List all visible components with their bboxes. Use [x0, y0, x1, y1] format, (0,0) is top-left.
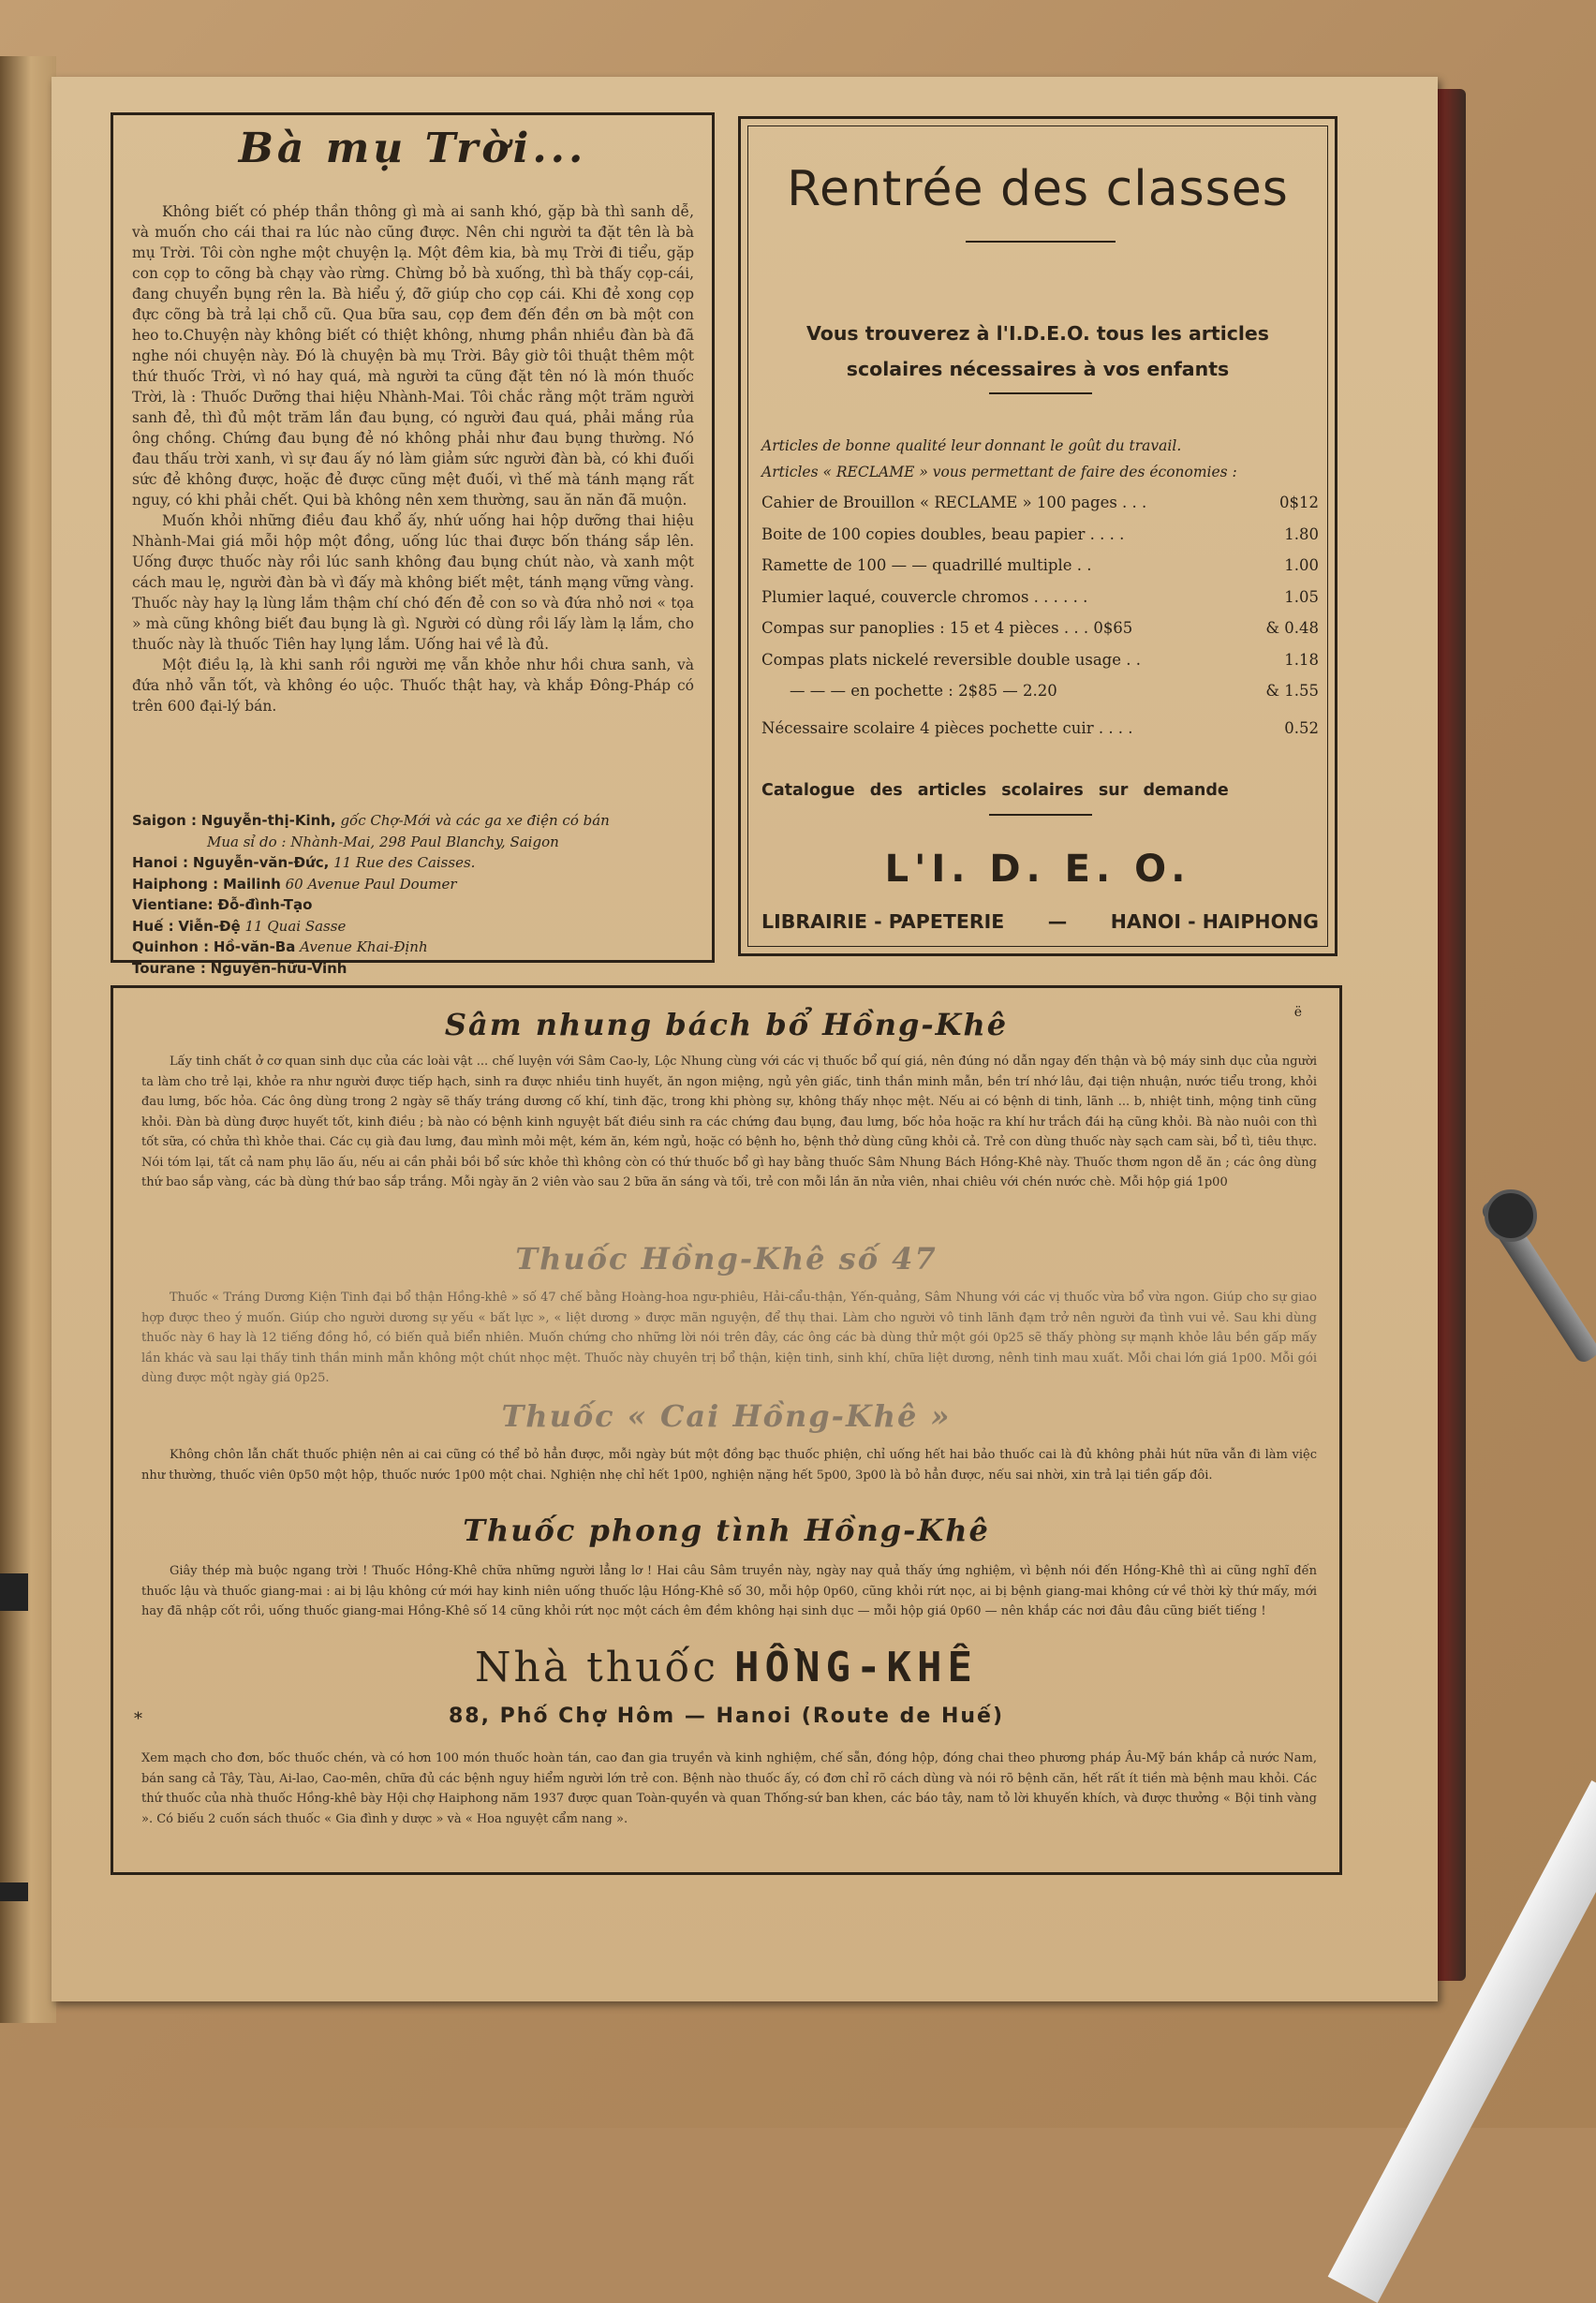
- agent-name: Đỗ-đình-Tạo: [217, 896, 313, 913]
- agent-name: Mailinh: [222, 875, 281, 893]
- item-price: 0.52: [1284, 718, 1319, 737]
- price-item: [761, 556, 1319, 588]
- agent-city: Quinhon :: [132, 938, 210, 955]
- article-body: [132, 201, 694, 716]
- price-item: [761, 619, 1319, 651]
- ad-lead: Vous trouverez à l'I.D.E.O. tous les articles scolaires nécessaires à vos enfants: [805, 322, 1270, 380]
- item-price: 1.80: [1284, 524, 1319, 543]
- sam-nhung-text: [141, 1052, 1317, 1193]
- price-item: [761, 525, 1319, 557]
- item-price: 0$12: [1279, 494, 1319, 511]
- item-label: Boite de 100 copies doubles, beau papier . . . .: [761, 524, 1125, 543]
- agent-address: Mua sỉ do : Nhành-Mai, 298 Paul Blanchy, Saigon: [207, 833, 559, 850]
- agent-address: 11 Quai Sasse: [244, 917, 347, 935]
- agent-name: Viễn-Đệ: [178, 917, 241, 935]
- price-item: [761, 494, 1319, 525]
- agent-address: 60 Avenue Paul Doumer: [285, 875, 457, 893]
- item-label: — — — en pochette : 2$85 — 2.20: [790, 682, 1057, 700]
- page-edge-mark: [0, 1573, 28, 1611]
- agent-address: Avenue Khai-Định: [300, 938, 428, 955]
- agent-city: Huế :: [132, 917, 174, 935]
- item-label: Nécessaire scolaire 4 pièces pochette cuir . . . .: [761, 718, 1133, 737]
- page-edge-mark: [0, 1882, 28, 1901]
- pharmacy-address: 88, Phố Chợ Hôm — Hanoi (Route de Huế): [448, 1705, 1005, 1728]
- price-item: [761, 588, 1319, 620]
- heading-phong-tinh: Thuốc phong tình Hồng-Khê: [463, 1513, 990, 1548]
- cai-text: [141, 1445, 1317, 1485]
- newspaper-page: [52, 77, 1438, 2001]
- article-title: Bà mụ Trời...: [238, 125, 587, 172]
- agent-city: Vientiane:: [132, 896, 214, 913]
- agent-row: [132, 852, 703, 874]
- pharmacy-name: [113, 1644, 1339, 1691]
- pharmacy-brand: HỒNG-KHÊ: [734, 1644, 978, 1691]
- intro-line: Articles de bonne qualité leur donnant le goût du travail.: [761, 437, 1182, 454]
- divider: [966, 241, 1116, 243]
- agent-row: [132, 894, 703, 916]
- divider: [989, 392, 1092, 394]
- footer-dash: —: [1047, 910, 1068, 933]
- item-label: Ramette de 100 — — quadrillé multiple . .: [761, 556, 1092, 574]
- ideo-footer: [761, 910, 1319, 933]
- article-paragraph: Không biết có phép thần thông gì mà ai sanh khó, gặp bà thì sanh dễ, và muốn cho cái thai ra lúc nào cũng được. Nên chi người ta đặt tên là bà mụ Trời. Tôi còn nghe một chuyện lạ. Một đêm kia, bà mụ Trời đi tiểu, gặp con cọp to cõng bà chạy vào rừng. Chừng bỏ bà xuống, thì bà thấy cọp-cái, đang chuyển bụng rên la. Bà hiểu ý, đỡ giúp cho cọp cái. Khi đẻ xong cọp đực cõng bà trả lại chỗ cũ. Qua bữa sau, cọp đem đến đền ơn bà một con heo to.Chuyện này không biết có thiệt không, nhưng phần nhiều đàn bà đã nghe nói chuyện này. Đó là chuyện bà mụ Trời. Bây giờ tôi thuật thêm một thứ thuốc Trời, vì nó hay quá, mà người ta cũng đặt tên nó là món thuốc Trời, là : Thuốc Dưỡng thai hiệu Nhành-Mai. Tôi chắc rằng một trăm người sanh đẻ, thì đủ một trăm lần đau bụng, có người đau quá, phải mắng rủa ông chồng. Chứng đau bụng đẻ nó không phải như đau bụng thường. Nó đau thấu trời xanh, vì sự đau ấy nó làm giảm sức người đàn bà, có khi đuối sức đẻ không được, hoặc đẻ được cũng mệt đuối, vì thế mà tánh mạng rất nguy, có khi phải chết. Qui bà không nên xem thường, sau ăn năn đã muộn.: [132, 203, 694, 509]
- divider: [989, 814, 1092, 816]
- agent-row: [132, 874, 703, 895]
- article-paragraph: Một điều lạ, là khi sanh rồi người mẹ vẫn khỏe như hồi chưa sanh, và đứa nhỏ vẫn tốt, và không éo uộc. Thuốc thật hay, và khắp Đông-Pháp có trên 600 đại-lý bán.: [132, 657, 694, 715]
- item-label: Compas plats nickelé reversible double usage . .: [761, 650, 1141, 669]
- agent-city: Hanoi :: [132, 854, 189, 871]
- heading-sam-nhung: Sâm nhung bách bổ Hồng-Khê: [444, 1007, 1009, 1042]
- agent-list: [132, 810, 703, 979]
- agent-row: [132, 810, 703, 832]
- price-item: [761, 651, 1319, 683]
- agent-city: Saigon :: [132, 812, 198, 829]
- pen-cap: [1485, 1189, 1537, 1242]
- rentree-des-classes-ad: [738, 116, 1337, 956]
- item-label: Cahier de Brouillon « RECLAME » 100 pages . . .: [761, 494, 1147, 511]
- agent-address: gốc Chợ-Mới và các ga xe điện có bán: [340, 812, 610, 829]
- so-47-text: [141, 1288, 1317, 1389]
- phong-tinh-text: [141, 1561, 1317, 1622]
- paragraph: Thuốc « Tráng Dương Kiện Tinh đại bổ thận Hồng-khê » số 47 chế bằng Hoàng-hoa ngư-phiêu, Hải-cẩu-thận, Yến-quảng, Sâm Nhung với các vị thuốc vừa bổ vừa ngon. Giúp cho sự giao hợp được theo ý muốn. Giúp cho người dương sự yếu « bất lực », « liệt dương » được mãn nguyện, để thụ thai. Làm cho người vô tinh lãnh đạm trở nên người đa tình vui vẻ. Sau khi dùng thuốc này 6 hay là 12 tiếng đồng hồ, có biến quả biển nhiên. Muốn chứng cho những lời nói trên đây, các ông các bà dùng thử một gói 0p25 sẽ thấy phòng sự mạnh khỏe lâu bền gấp mấy lần khác và sau lại thấy tinh thần minh mẫn không một chút nhọc mệt. Thuốc này chuyên trị bổ thận, kiện tinh, sinh khí, chữa liệt dương, nênh tinh mau xuất. Mỗi chai lớn giá 1p00. Mỗi gói dùng được một ngày giá 0p25.: [141, 1291, 1317, 1385]
- paragraph: Xem mạch cho đơn, bốc thuốc chén, và có hơn 100 món thuốc hoàn tán, cao đan gia truyền và kinh nghiệm, chế sẵn, đóng hộp, đóng chai theo phương pháp Âu-Mỹ bán khắp cả nước Nam, bán sang cả Tây, Tàu, Ai-lao, Cao-mên, chữa đủ các bệnh nguy hiểm người lớn trẻ con. Bệnh nào thuốc ấy, có đơn chỉ rõ cách dùng và nói rõ bệnh căn, hết rất ít tiền mà bệnh mau khỏi. Các thứ thuốc của nhà thuốc Hồng-khê bày Hội chợ Haiphong năm 1937 được quan Toàn-quyền và quan Thống-sứ ban khen, các báo tây, nam tỏ lời khuyến khích, và được thưởng « Bội tinh vàng ». Có biếu 2 cuốn sách thuốc « Gia đình y dược » và « Hoa nguyệt cẩm nang ».: [141, 1751, 1317, 1826]
- asterisk-mark: *: [134, 1709, 142, 1729]
- agent-address: 11 Rue des Caisses.: [333, 854, 476, 871]
- agent-name: Nguyễn-hữu-Vinh: [210, 959, 347, 977]
- ad-title: Rentrée des classes: [787, 161, 1289, 217]
- heading-cai: Thuốc « Cai Hồng-Khê »: [501, 1398, 952, 1434]
- ad-intro: [761, 433, 1314, 485]
- intro-line: Articles « RECLAME » vous permettant de faire des économies :: [761, 464, 1237, 480]
- agent-row: [132, 832, 703, 853]
- ideo-logo-text: L'I. D. E. O.: [884, 848, 1191, 891]
- pharmacy-prefix: Nhà thuốc: [475, 1644, 719, 1691]
- librairie-label: LIBRAIRIE - PAPETERIE: [761, 910, 1005, 933]
- item-price: 1.05: [1284, 587, 1319, 606]
- item-price: & 1.55: [1265, 682, 1319, 700]
- item-price: 1.00: [1284, 556, 1319, 574]
- price-list: [761, 494, 1319, 750]
- article-paragraph: Muốn khỏi những điều đau khổ ấy, nhứ uống hai hộp dưỡng thai hiệu Nhành-Mai giá mỗi hộp một đồng, uống lúc thai được bốn tháng sắp lên. Uống được thuốc này rồi lúc sanh không đau bụng chút nào, và xanh một cách mau lẹ, người đàn bà vì đấy mà không biết mệt, tánh mạng vững vàng. Thuốc này hay lạ lùng lắm thậm chí chó đến đẻ con so và đứa nhỏ nơi « tọa » mà cũng không biết đau bụng là gì. Người có dùng rồi lấy làm lạ lắm, cho thuốc này là thuốc Tiên hay lụng lắm. Uống hai về là đủ.: [132, 512, 694, 653]
- paragraph: Không chôn lẫn chất thuốc phiện nên ai cai cũng có thể bỏ hẳn được, mỗi ngày bút một đồng bạc thuốc phiện, chỉ uống hết hai bảo thuốc cai là đủ không phải hút nữa vẫn đi làm việc như thường, thuốc viên 0p50 một hộp, thuốc nước 1p00 một chai. Nghiện nhẹ chỉ hết 1p00, nghiện nặng hết 5p00, 3p00 là bỏ hẳn được, nếu sai nhời, xin trả lại tiền gấp đôi.: [141, 1448, 1317, 1483]
- agent-name: Nguyễn-thị-Kinh,: [200, 812, 336, 829]
- hong-khe-ad: [111, 985, 1342, 1875]
- price-item: [761, 719, 1319, 751]
- paragraph: Giây thép mà buộc ngang trời ! Thuốc Hồng-Khê chữa những người lẳng lơ ! Hai câu Sâm truyền này, ngày nay quả thấy ứng nghiệm, vì bệnh nói đến Hồng-Khê thì ai cũng nghĩ đến thuốc lậu và thuốc giang-mai : ai bị lậu không cứ mới hay kinh niên uống thuốc lậu Hồng-Khê số 30, mỗi hộp 0p60, cũng khỏi rứt nọc, ai bị bệnh giang-mai không cứ về thời kỳ thứ mấy, mới hay đã nhập cốt rồi, uống thuốc giang-mai Hồng-Khê số 14 cũng khỏi rứt nọc một cách êm đềm không hại sinh dục — mỗi hộp giá 0p60 — nên khắp các nơi đâu đâu cũng biết tiếng !: [141, 1564, 1317, 1618]
- agent-city: Tourane :: [132, 959, 206, 977]
- item-price: & 0.48: [1265, 619, 1319, 637]
- agent-row: [132, 958, 703, 980]
- cities-label: HANOI - HAIPHONG: [1110, 910, 1319, 933]
- paragraph: Lấy tinh chất ở cơ quan sinh dục của các loài vật ... chế luyện với Sâm Cao-ly, Lộc Nhung cùng với các vị thuốc bổ quí giá, nên đúng nó dẫn ngay đến thận và bộ máy sinh dục của người ta làm cho trẻ lại, khỏe ra như người được tiếp hạch, sinh ra được nhiều tinh huyết, ăn ngon miệng, ngủ yên giấc, tinh thần minh mẫn, bền trí nhớ lâu, đại tiện nhuận, nước tiểu trong, khỏi đau lưng, bốc hỏa. Các ông dùng trong 2 ngày sẽ thấy tráng dương cố khí, tinh đặc, trong khi phòng sự, không thấy nhọc mệt. Nếu ai có bệnh di tinh, lãnh ... b, nhiệt tinh, mộng tinh cũng khỏi. Đàn bà dùng được huyết tốt, kinh điều ; bà nào có bệnh kinh nguyệt bất điều sinh ra các chứng đau bụng, đau lưng, bốc hỏa hoặc ra khí hư trắch đái hạ cũng khỏi. Bà nào nuôi con thì tốt sữa, có chửa thì khỏe thai. Các cụ già đau lưng, đau mình mỏi mệt, kém ăn, kém ngủ, hoặc có bệnh ho, bệnh thở dùng cũng khỏi cả. Trẻ con dùng thuốc này sạch cam sài, bổ tì, tiêu thực. Nói tóm lại, tất cả nam phụ lão ấu, nếu ai cần phải bồi bổ sức khỏe thì không còn có thứ thuốc bổ gì hay bằng thuốc Sâm Nhung Bách Hồng-Khê này. Thuốc thơm ngon dễ ăn ; các ông dùng thứ bao sắp vàng, các bà dùng thứ bao sắp trắng. Mỗi ngày ăn 2 viên vào sau 2 bữa ăn sáng và tối, trẻ con mỗi lần ăn nửa viên, nhai chiêu với chén nước chè. Mỗi hộp giá 1p00: [141, 1055, 1317, 1189]
- pharmacy-description: [141, 1749, 1317, 1829]
- price-item: [761, 682, 1319, 714]
- item-price: 1.18: [1284, 650, 1319, 669]
- agent-city: Haiphong :: [132, 875, 219, 893]
- agent-name: Nguyễn-văn-Đức,: [192, 854, 330, 871]
- item-label: Plumier laqué, couvercle chromos . . . . . .: [761, 587, 1088, 606]
- agent-row: [132, 937, 703, 958]
- heading-so-47: Thuốc Hồng-Khê số 47: [515, 1241, 938, 1277]
- agent-row: [132, 916, 703, 937]
- corner-mark: ë: [1293, 1005, 1302, 1020]
- item-label: Compas sur panoplies : 15 et 4 pièces . . . 0$65: [761, 619, 1133, 637]
- agent-name: Hồ-văn-Ba: [213, 938, 296, 955]
- catalogue-note: Catalogue des articles scolaires sur demande: [761, 781, 1229, 800]
- left-page-edge: [0, 56, 56, 2023]
- ba-mu-troi-article: [111, 112, 715, 977]
